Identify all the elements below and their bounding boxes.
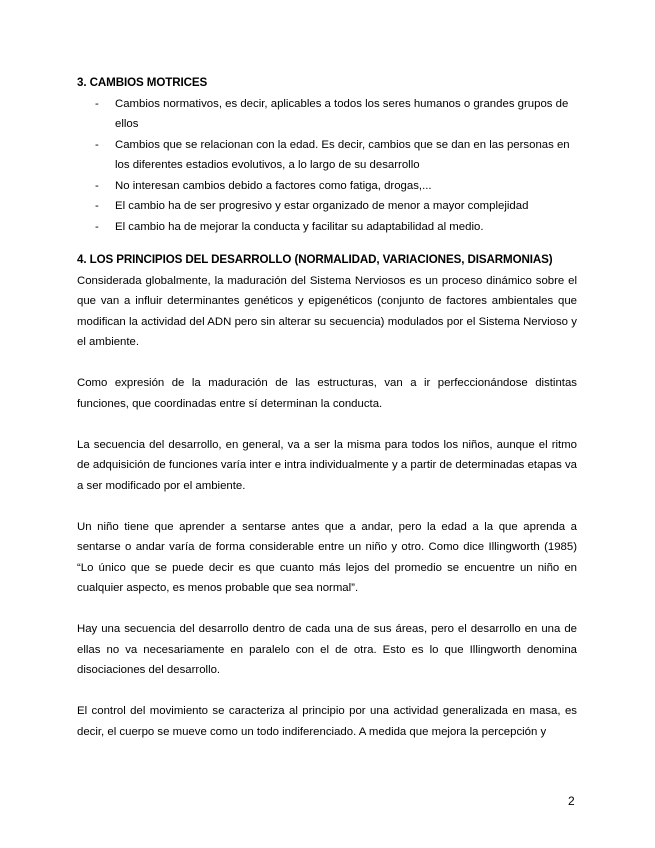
- section-3-heading: 3. CAMBIOS MOTRICES: [77, 76, 208, 89]
- list-item: [77, 135, 577, 176]
- list-item: [77, 94, 577, 135]
- list-item-text: Cambios normativos, es decir, aplicables a todos los seres humanos o grandes grupos de ellos: [115, 97, 569, 130]
- bullet-dash: -: [95, 220, 99, 233]
- section-4-heading: 4. LOS PRINCIPIOS DEL DESARROLLO (NORMALIDAD, VARIACIONES, DISARMONIAS): [77, 253, 553, 266]
- list-item: [77, 196, 577, 217]
- paragraph: Hay una secuencia del desarrollo dentro de cada una de sus áreas, pero el desarrollo en una de ellas no va necesariamente en paralelo con el de otra. Esto es lo que Illingworth denomina disociaciones del desarrollo.: [77, 623, 577, 676]
- paragraph: La secuencia del desarrollo, en general, va a ser la misma para todos los niños, aunque el ritmo de adquisición de funciones varía inter e intra individualmente y a partir de determinadas etapas va a ser modificado por el ambiente.: [77, 438, 577, 492]
- bullet-dash: -: [95, 97, 99, 110]
- section-spacer: [77, 237, 577, 250]
- paragraph: El control del movimiento se caracteriza al principio por una actividad generalizada en masa, es decir, el cuerpo se mueve como un todo indiferenciado. A medida que mejora la percepción y: [77, 705, 577, 738]
- paragraph: Considerada globalmente, la maduración del Sistema Nerviosos es un proceso dinámico sobre el que van a influir determinantes genéticos y epigenéticos (conjunto de factores ambientales que modifican la actividad del ADN pero sin alterar su secuencia) modulados por el Sistema Nervioso y el ambiente.: [77, 274, 577, 348]
- list-item-text: El cambio ha de ser progresivo y estar organizado de menor a mayor complejidad: [115, 200, 529, 212]
- list-item-text: Cambios que se relacionan con la edad. Es decir, cambios que se dan en las personas en los diferentes estadios evolutivos, a lo largo de su desarrollo: [115, 138, 570, 171]
- paragraph: Como expresión de la maduración de las estructuras, van a ir perfeccionándose distintas funciones, que coordinadas entre sí determinan la conducta.: [77, 377, 577, 410]
- paragraph: Un niño tiene que aprender a sentarse antes que a andar, pero la edad a la que aprenda a sentarse o andar varía de forma considerable entre un niño y otro. Como dice Illingworth (1985) “Lo único que se puede decir es que cuanto más lejos del promedio se encuentre un niño en cualquier aspecto, es menos probable que sea normal”.: [77, 520, 577, 594]
- motor-changes-list: [77, 94, 577, 238]
- page-content: [77, 73, 577, 742]
- bullet-dash: -: [95, 179, 99, 192]
- bullet-dash: -: [95, 200, 99, 212]
- list-item: [77, 176, 577, 197]
- list-item-text: No interesan cambios debido a factores como fatiga, drogas,...: [115, 179, 432, 192]
- list-item: [77, 217, 577, 238]
- page-number: 2: [568, 794, 575, 808]
- list-item-text: El cambio ha de mejorar la conducta y facilitar su adaptabilidad al medio.: [115, 220, 484, 233]
- bullet-dash: -: [95, 138, 99, 151]
